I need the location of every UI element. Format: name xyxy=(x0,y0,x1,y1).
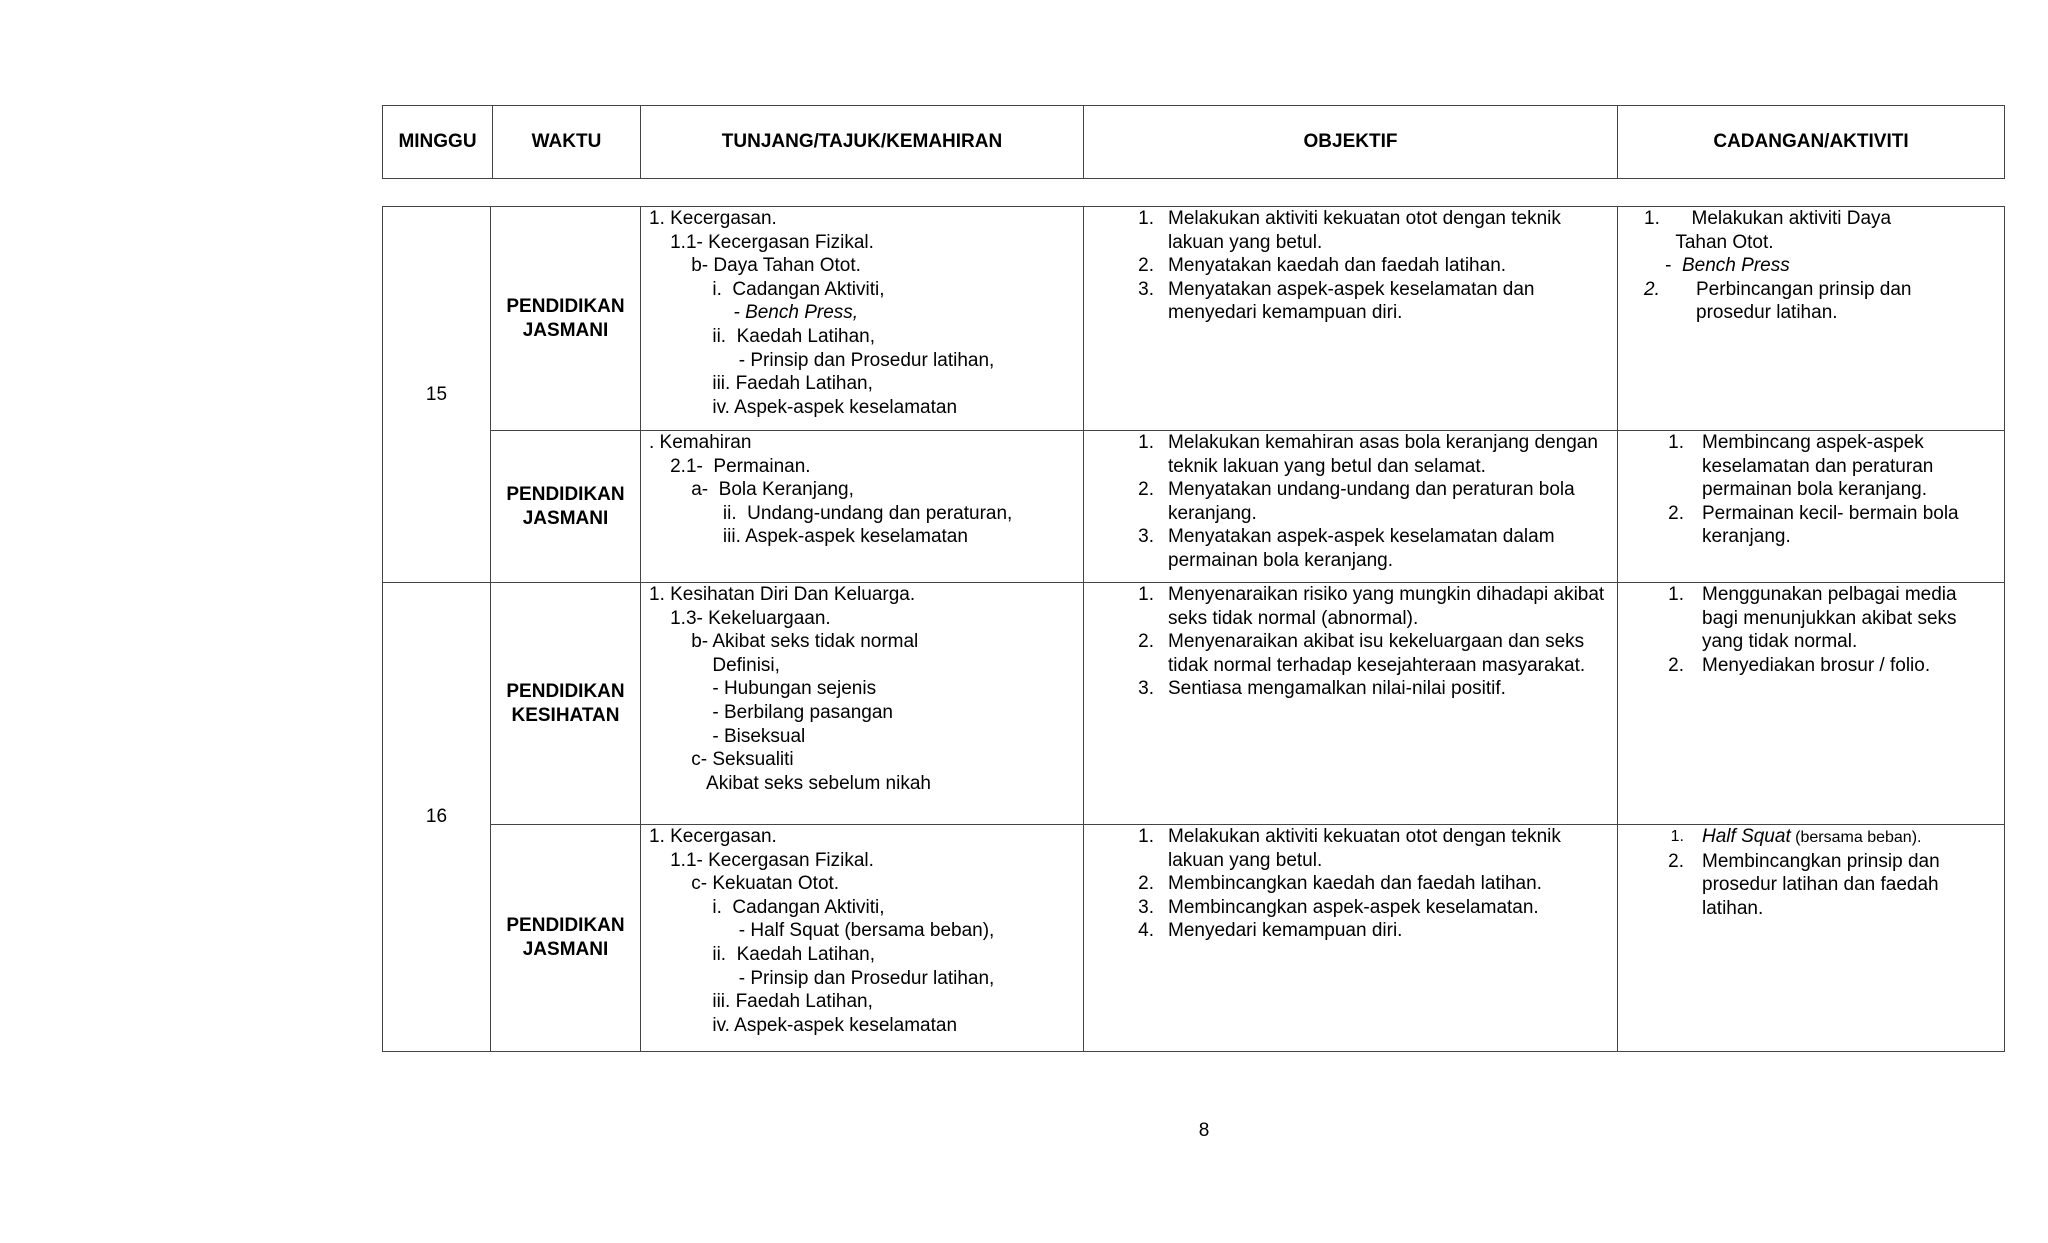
header-objektif: OBJEKTIF xyxy=(1084,106,1618,179)
tunjang-line: Definisi, xyxy=(649,654,780,676)
header-minggu: MINGGU xyxy=(383,106,493,179)
list-item: 1. Melakukan kemahiran asas bola keranjang dengan teknik lakuan yang betul dan selamat. xyxy=(1138,432,1598,477)
objektif-cell xyxy=(1084,583,1618,825)
header-row xyxy=(383,106,2005,179)
list-item: 2. Membincangkan kaedah dan faedah latihan. xyxy=(1138,873,1542,895)
tunjang-line: - Hubungan sejenis xyxy=(649,678,877,700)
waktu-cell xyxy=(491,583,641,825)
list-item: 2. Membincangkan prinsip dan prosedur latihan dan faedah latihan. xyxy=(1668,850,1940,919)
waktu-line: JASMANI xyxy=(522,319,609,341)
objektif-cell xyxy=(1084,431,1618,583)
tunjang-line: 1. Kecergasan. xyxy=(649,826,777,847)
tunjang-line: iii. Aspek-aspek keselamatan xyxy=(649,526,968,548)
tunjang-line: - Berbilang pasangan xyxy=(649,701,893,723)
objektif-cell xyxy=(1084,207,1618,431)
tunjang-line: iii. Faedah Latihan, xyxy=(649,991,873,1013)
page-number: 8 xyxy=(1198,1120,1210,1141)
tunjang-line: - Prinsip dan Prosedur latihan, xyxy=(649,967,995,989)
tunjang-line: i. Cadangan Aktiviti, xyxy=(649,278,885,300)
tunjang-cell xyxy=(641,431,1084,583)
list-item: 3. Sentiasa mengamalkan nilai-nilai positif. xyxy=(1138,678,1506,700)
tunjang-line: 1.3- Kekeluargaan. xyxy=(649,607,831,629)
tunjang-line: c- Seksualiti xyxy=(649,749,794,771)
tunjang-line: iv. Aspek-aspek keselamatan xyxy=(649,396,958,418)
list-item: 2. Menyatakan undang-undang dan peraturan bola keranjang. xyxy=(1138,479,1575,524)
tunjang-line: 1. Kesihatan Diri Dan Keluarga. xyxy=(649,584,916,605)
waktu-cell xyxy=(491,207,641,431)
list-item: 2. Menyenaraikan akibat isu kekeluargaan dan seks tidak normal terhadap kesejahteraan masyarakat. xyxy=(1138,631,1586,676)
list-item: 4. Menyedari kemampuan diri. xyxy=(1138,920,1403,942)
list-item: 1. Melakukan aktiviti Daya Tahan Otot. - Bench Press xyxy=(1644,208,1892,277)
cadangan-cell xyxy=(1618,825,2005,1052)
tunjang-line: . Kemahiran xyxy=(649,432,752,453)
tunjang-line: a- Bola Keranjang, xyxy=(649,479,854,501)
list-item: 2. Menyatakan kaedah dan faedah latihan. xyxy=(1138,255,1507,277)
tunjang-line: Akibat seks sebelum nikah xyxy=(649,772,931,794)
waktu-line: JASMANI xyxy=(522,939,609,960)
list-item: 1. Membincang aspek-aspek keselamatan dan peraturan permainan bola keranjang. xyxy=(1668,432,1934,501)
waktu-line: PENDIDIKAN xyxy=(506,483,625,505)
list-item: 1. Menggunakan pelbagai media bagi menunjukkan akibat seks yang tidak normal. xyxy=(1668,584,1957,653)
tunjang-line: 2.1- Permainan. xyxy=(649,455,811,477)
waktu-line: PENDIDIKAN xyxy=(506,915,625,937)
list-item: 2. Permainan kecil- bermain bola keranjang. xyxy=(1668,502,1959,548)
header-tunjang: TUNJANG/TAJUK/KEMAHIRAN xyxy=(641,106,1084,179)
cadangan-cell xyxy=(1618,583,2005,825)
waktu-line: JASMANI xyxy=(522,507,609,529)
tunjang-line: - Bench Press, xyxy=(649,302,859,324)
tunjang-line: ii. Kaedah Latihan, xyxy=(649,943,876,965)
list-item: 2. Menyediakan brosur / folio. xyxy=(1668,654,1931,676)
item-number: 1. xyxy=(1644,208,1660,229)
list-item: 1. Menyenaraikan risiko yang mungkin dihadapi akibat seks tidak normal (abnormal). xyxy=(1138,584,1605,629)
tunjang-cell xyxy=(641,825,1084,1052)
list-item: 3. Menyatakan aspek-aspek keselamatan dalam permainan bola keranjang. xyxy=(1138,526,1555,571)
lesson-plan-table xyxy=(382,206,2005,1052)
table-row xyxy=(383,431,2005,583)
list-item: 1. Melakukan aktiviti kekuatan otot dengan teknik lakuan yang betul. xyxy=(1138,208,1561,253)
tunjang-line: i. Cadangan Aktiviti, xyxy=(649,896,885,918)
tunjang-line: 1.1- Kecergasan Fizikal. xyxy=(649,849,874,871)
table-row xyxy=(383,207,2005,431)
tunjang-line: c- Kekuatan Otot. xyxy=(649,873,840,895)
waktu-cell xyxy=(491,825,641,1052)
table-row xyxy=(383,583,2005,825)
tunjang-line: - Prinsip dan Prosedur latihan, xyxy=(649,349,995,371)
table-row xyxy=(383,825,2005,1052)
list-item: 2. Perbincangan prinsip dan prosedur latihan. xyxy=(1644,278,1912,324)
cadangan-cell xyxy=(1618,431,2005,583)
header-waktu: WAKTU xyxy=(493,106,641,179)
tunjang-line: - Biseksual xyxy=(649,725,806,747)
cadangan-cadangan xyxy=(1618,207,2005,431)
header-table xyxy=(382,105,2005,179)
waktu-line: PENDIDIKAN xyxy=(506,295,625,317)
tunjang-line: 1. Kecergasan. xyxy=(649,208,777,229)
list-item: 1. Half Squat (bersama beban). xyxy=(1670,826,1922,847)
waktu-line: KESIHATAN xyxy=(511,704,620,726)
tunjang-cell xyxy=(641,207,1084,431)
week-number: 16 xyxy=(383,583,491,1052)
waktu-line: PENDIDIKAN xyxy=(506,680,625,702)
tunjang-line: ii. Kaedah Latihan, xyxy=(649,325,876,347)
tunjang-line: b- Akibat seks tidak normal xyxy=(649,631,919,653)
header-cadangan: CADANGAN/AKTIVITI xyxy=(1618,106,2005,179)
tunjang-line: ii. Undang-undang dan peraturan, xyxy=(649,502,1013,524)
tunjang-line: 1.1- Kecergasan Fizikal. xyxy=(649,231,874,253)
list-item: 3. Menyatakan aspek-aspek keselamatan dan menyedari kemampuan diri. xyxy=(1138,278,1535,324)
tunjang-line: - Half Squat (bersama beban), xyxy=(649,920,995,942)
list-item: 1. Melakukan aktiviti kekuatan otot dengan teknik lakuan yang betul. xyxy=(1138,826,1561,871)
list-item: 3. Membincangkan aspek-aspek keselamatan. xyxy=(1138,896,1539,918)
tunjang-line: b- Daya Tahan Otot. xyxy=(649,255,861,277)
waktu-cell xyxy=(491,431,641,583)
tunjang-line: iii. Faedah Latihan, xyxy=(649,373,873,395)
tunjang-line: iv. Aspek-aspek keselamatan xyxy=(649,1014,958,1036)
objektif-cell xyxy=(1084,825,1618,1052)
week-number: 15 xyxy=(383,207,491,583)
tunjang-cell xyxy=(641,583,1084,825)
